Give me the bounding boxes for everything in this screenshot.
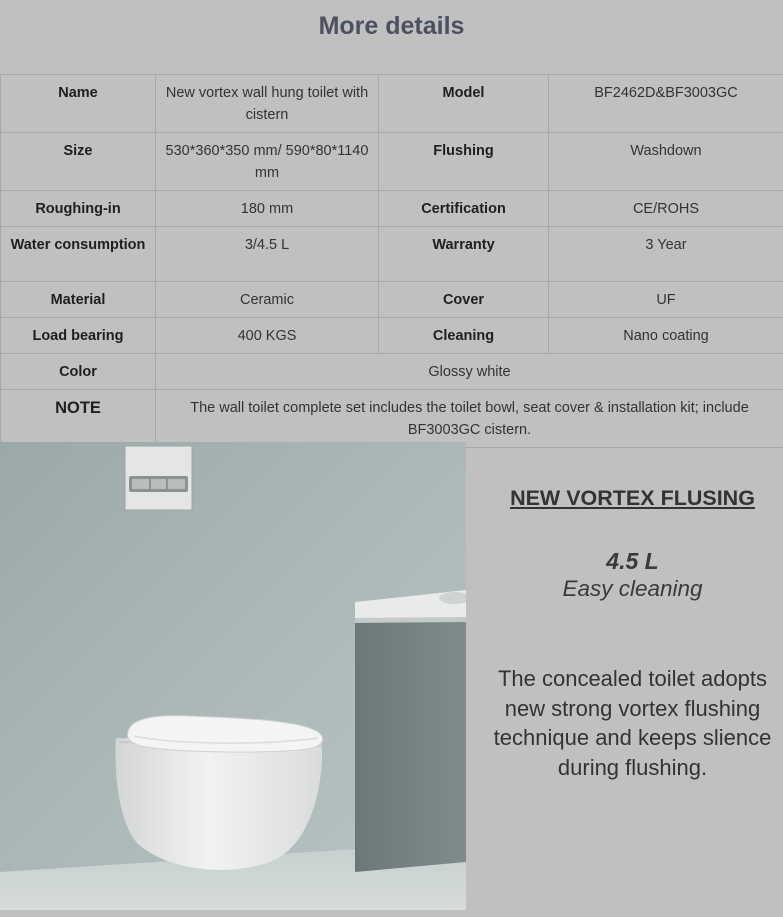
spec-label: Material [1,282,156,318]
flush-plate [125,446,192,510]
toilet-bowl [116,716,323,870]
spec-label: Name [1,75,156,133]
spec-table [0,74,783,448]
promo-description: The concealed toilet adopts new strong vortex flushing technique and keeps slience during flushing. [493,666,772,780]
spec-value: 3/4.5 L [156,227,379,282]
spec-label: Cleaning [379,318,549,354]
table-row [1,282,783,318]
spec-value: Washdown [549,133,783,191]
table-row [1,227,783,282]
spec-value: UF [549,282,783,318]
spec-value: CE/ROHS [549,191,783,227]
spec-label: Roughing-in [1,191,156,227]
table-row [1,191,783,227]
spec-value: Ceramic [156,282,379,318]
spec-value: BF2462D&BF3003GC [549,75,783,133]
table-row [1,318,783,354]
spec-label: Cover [379,282,549,318]
spec-value: 3 Year [549,227,783,282]
spec-label: Flushing [379,133,549,191]
promo-volume: 4.5 L [606,548,659,574]
promo-title: NEW VORTEX FLUSING [510,486,755,510]
spec-value: 530*360*350 mm/ 590*80*1140 mm [156,133,379,191]
section-title: More details [318,12,465,40]
spec-value: 400 KGS [156,318,379,354]
note-value: The wall toilet complete set includes the toilet bowl, seat cover & installation kit; include BF3003GC cistern. [156,390,783,448]
spec-label: Certification [379,191,549,227]
spec-label: Size [1,133,156,191]
table-row [1,133,783,191]
color-label: Color [1,354,156,390]
spec-label: Model [379,75,549,133]
spec-label: Warranty [379,227,549,282]
promo-subtitle: Easy cleaning [562,576,703,601]
table-row [1,390,783,448]
product-photo [0,442,466,910]
table-row [1,75,783,133]
note-label: NOTE [1,390,156,448]
spec-label: Water consumption [1,227,156,282]
spec-label: Load bearing [1,318,156,354]
spec-value: New vortex wall hung toilet with cistern [156,75,379,133]
spec-value: 180 mm [156,191,379,227]
promo-panel [482,442,783,910]
spec-value: Nano coating [549,318,783,354]
color-value: Glossy white [156,354,783,390]
table-row [1,354,783,390]
